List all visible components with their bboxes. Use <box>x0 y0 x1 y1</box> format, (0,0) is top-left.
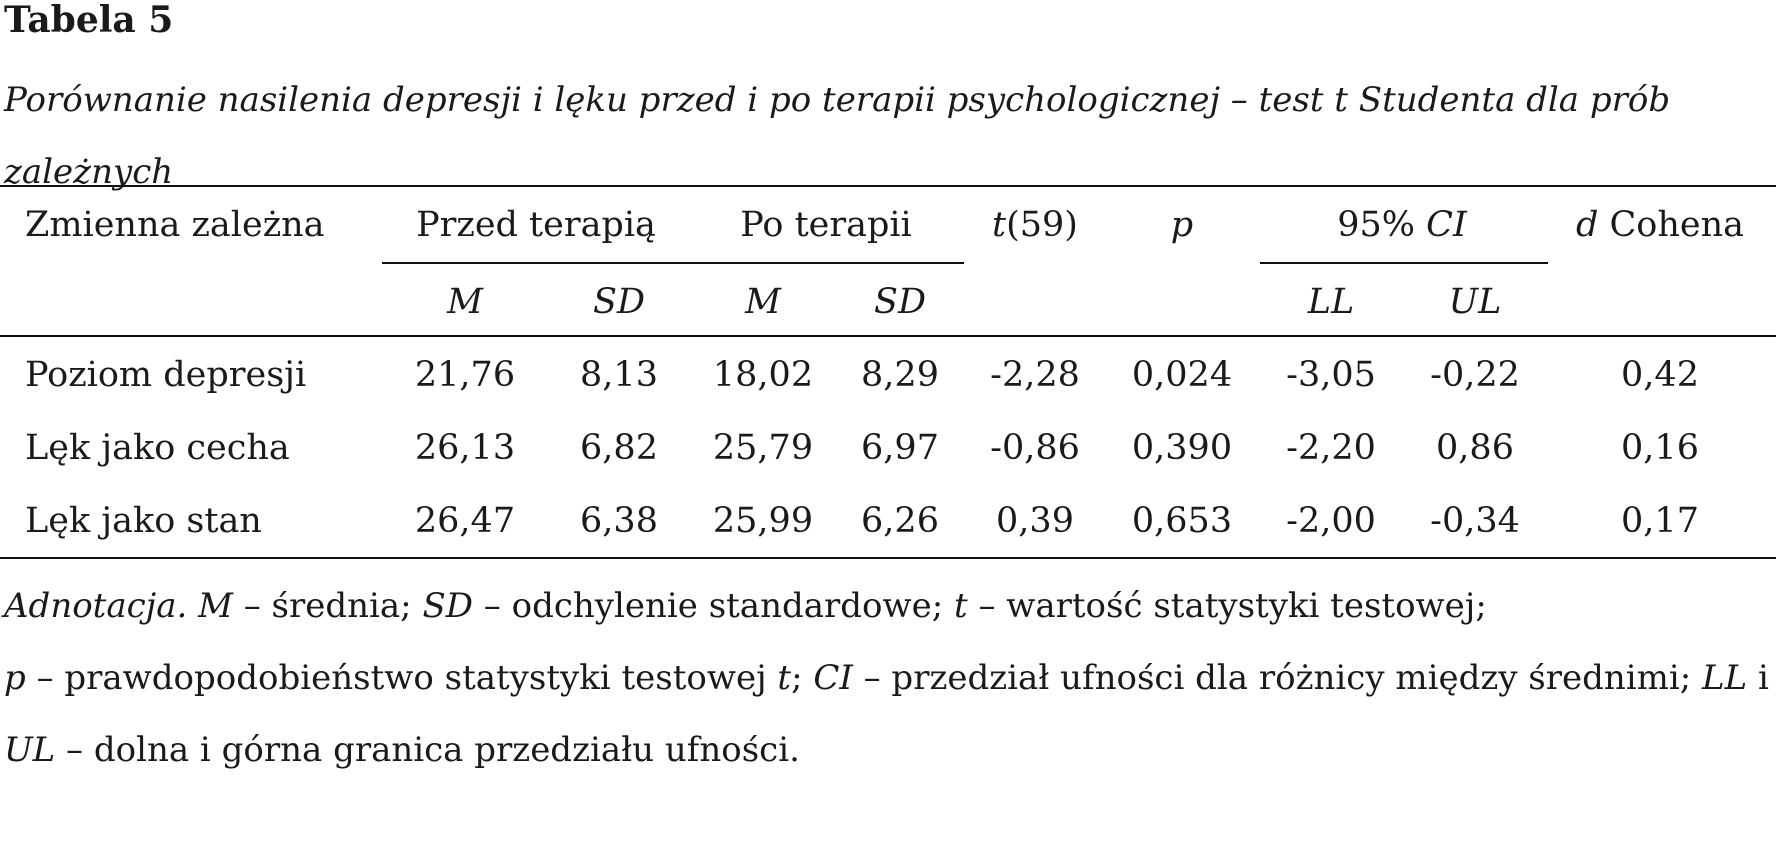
header-after: Po terapii <box>740 205 912 245</box>
row-sd-after: 8,29 <box>861 355 939 395</box>
row-ul: -0,34 <box>1430 501 1520 541</box>
note-ci-symbol: CI <box>813 658 853 698</box>
header-m-before: M <box>447 282 483 322</box>
header-ci <box>1337 205 1467 245</box>
table-label: Tabela 5 <box>4 0 174 41</box>
note-ci-definition: – przedział ufności dla różnicy między średnimi; <box>852 658 1702 698</box>
row-variable: Lęk jako stan <box>25 501 262 541</box>
note-sd-symbol: SD <box>422 586 473 626</box>
row-d: 0,42 <box>1621 355 1699 395</box>
header-t-df: (59) <box>1006 205 1078 245</box>
header-ci-symbol: CI <box>1426 205 1467 245</box>
note-separator: ; <box>791 658 814 698</box>
row-m-before: 26,13 <box>414 428 516 468</box>
header-cohen-d: d <box>1575 205 1599 245</box>
note-p-definition: – prawdopodobieństwo statystyki testowej <box>25 658 778 698</box>
note-p-symbol: p <box>4 658 26 698</box>
note-t-symbol: t <box>953 586 968 626</box>
note-and: i <box>1747 658 1769 698</box>
table-note <box>4 570 1776 786</box>
row-p: 0,024 <box>1131 355 1233 395</box>
row-m-before: 21,76 <box>414 355 516 395</box>
row-ll: -2,00 <box>1286 501 1376 541</box>
row-sd-before: 8,13 <box>580 355 658 395</box>
note-m-definition: – średnia; <box>232 586 423 626</box>
row-d: 0,17 <box>1621 501 1699 541</box>
row-d: 0,16 <box>1621 428 1699 468</box>
row-m-after: 25,79 <box>712 428 814 468</box>
row-sd-after: 6,97 <box>861 428 939 468</box>
header-t <box>992 205 1078 245</box>
note-t-definition: – wartość statystyki testowej; <box>967 586 1487 626</box>
note-t-symbol-2: t <box>777 658 792 698</box>
header-ul: UL <box>1448 282 1502 322</box>
row-t: 0,39 <box>996 501 1074 541</box>
row-m-after: 18,02 <box>712 355 814 395</box>
row-m-after: 25,99 <box>712 501 814 541</box>
header-cohen-word: Cohena <box>1609 205 1745 245</box>
header-before: Przed terapią <box>416 205 656 245</box>
row-t: -2,28 <box>990 355 1080 395</box>
header-ci-pct: 95% <box>1337 205 1416 245</box>
row-p: 0,390 <box>1131 428 1233 468</box>
row-m-before: 26,47 <box>414 501 516 541</box>
header-t-symbol: t <box>992 205 1007 245</box>
note-sd-definition: – odchylenie standardowe; <box>473 586 954 626</box>
header-variable: Zmienna zależna <box>25 205 325 245</box>
row-ul: 0,86 <box>1436 428 1514 468</box>
header-cohen <box>1576 205 1744 245</box>
header-p: p <box>1170 205 1194 245</box>
row-sd-after: 6,26 <box>861 501 939 541</box>
note-m-symbol: M <box>198 586 233 626</box>
row-ll: -3,05 <box>1286 355 1376 395</box>
row-t: -0,86 <box>990 428 1080 468</box>
row-sd-before: 6,38 <box>580 501 658 541</box>
row-sd-before: 6,82 <box>580 428 658 468</box>
note-ul-symbol: UL <box>4 730 56 770</box>
header-sd-after: SD <box>873 282 927 322</box>
header-ll: LL <box>1307 282 1355 322</box>
bottom-rule <box>0 557 1776 559</box>
row-ll: -2,20 <box>1286 428 1376 468</box>
row-p: 0,653 <box>1131 501 1233 541</box>
before-after-underline <box>382 262 964 264</box>
note-ll-symbol: LL <box>1702 658 1748 698</box>
note-lead: Adnotacja. <box>4 586 188 626</box>
header-sd-before: SD <box>592 282 646 322</box>
row-variable: Poziom depresji <box>25 355 307 395</box>
top-rule <box>0 185 1776 187</box>
row-variable: Lęk jako cecha <box>25 428 290 468</box>
ci-underline <box>1260 262 1548 264</box>
table-title: Porównanie nasilenia depresji i lęku przed i po terapii psychologicznej – test t Studenta dla prób zależnych <box>4 80 1671 192</box>
header-m-after: M <box>745 282 781 322</box>
note-ll-ul-definition: – dolna i górna granica przedziału ufności. <box>55 730 800 770</box>
header-rule <box>0 335 1776 337</box>
row-ul: -0,22 <box>1430 355 1520 395</box>
